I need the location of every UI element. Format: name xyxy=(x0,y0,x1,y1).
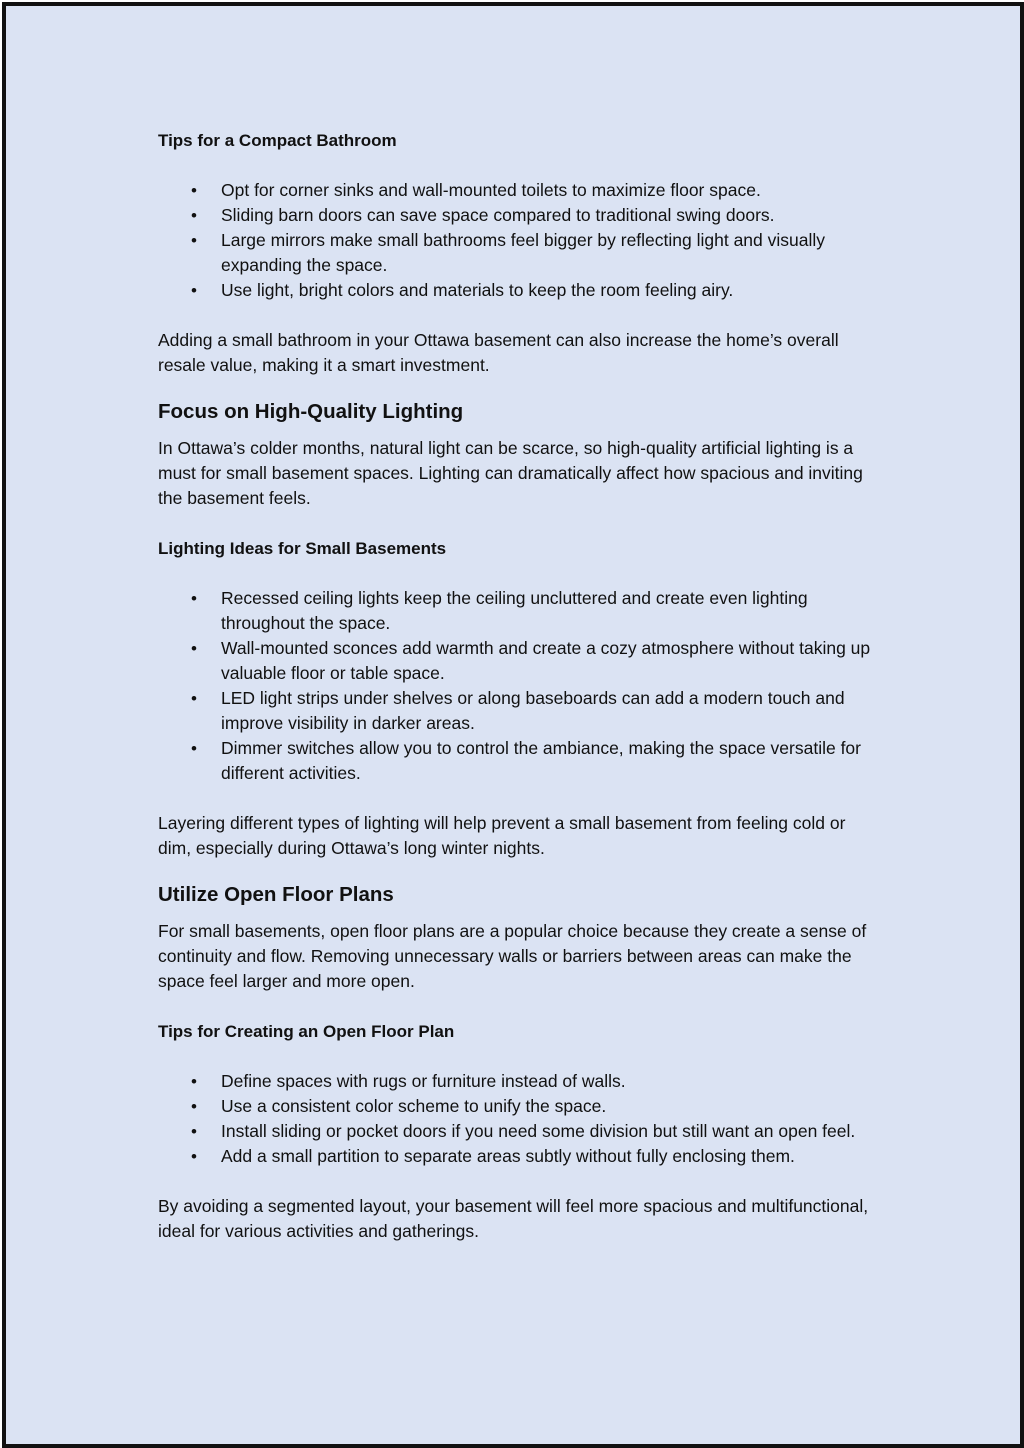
list-item: • Define spaces with rugs or furniture instead of walls. xyxy=(158,1069,883,1094)
bathroom-closing-paragraph: Adding a small bathroom in your Ottawa basement can also increase the home’s overall resale value, making it a smart investment. xyxy=(158,330,839,375)
lighting-section-heading: Focus on High-Quality Lighting xyxy=(158,400,464,423)
list-item: • Add a small partition to separate areas subtly without fully enclosing them. xyxy=(158,1144,883,1169)
list-item: • Use a consistent color scheme to unify the space. xyxy=(158,1094,883,1119)
list-item: • Use light, bright colors and materials to keep the room feeling airy. xyxy=(158,278,883,303)
list-item: • Recessed ceiling lights keep the ceiling uncluttered and create even lighting throughout the space. xyxy=(158,586,883,636)
list-item: • Install sliding or pocket doors if you need some division but still want an open feel. xyxy=(158,1119,883,1144)
list-item: • Sliding barn doors can save space compared to traditional swing doors. xyxy=(158,203,883,228)
lighting-ideas-list xyxy=(158,586,883,786)
bathroom-tips-heading: Tips for a Compact Bathroom xyxy=(158,131,397,150)
lighting-closing-paragraph: Layering different types of lighting will help prevent a small basement from feeling cold or dim, especially during Ottawa’s long winter nights. xyxy=(158,813,846,858)
list-item: • Wall-mounted sconces add warmth and create a cozy atmosphere without taking up valuable floor or table space. xyxy=(158,636,883,686)
lighting-intro-paragraph: In Ottawa’s colder months, natural light can be scarce, so high-quality artificial lighting is a must for small basement spaces. Lighting can dramatically affect how spacious and inviting the basement feels. xyxy=(158,438,863,508)
document-page xyxy=(2,2,1024,1448)
open-floor-tips-heading: Tips for Creating an Open Floor Plan xyxy=(158,1022,455,1041)
open-floor-section-heading: Utilize Open Floor Plans xyxy=(158,883,394,906)
open-floor-tips-list xyxy=(158,1069,883,1169)
list-item: • LED light strips under shelves or along baseboards can add a modern touch and improve visibility in darker areas. xyxy=(158,686,883,736)
document-content xyxy=(158,128,883,1244)
open-floor-closing-paragraph: By avoiding a segmented layout, your basement will feel more spacious and multifunctional, ideal for various activities and gatherings. xyxy=(158,1196,869,1241)
lighting-ideas-heading: Lighting Ideas for Small Basements xyxy=(158,539,447,558)
list-item: • Large mirrors make small bathrooms feel bigger by reflecting light and visually expanding the space. xyxy=(158,228,883,278)
bathroom-tips-list xyxy=(158,178,883,303)
list-item: • Opt for corner sinks and wall-mounted toilets to maximize floor space. xyxy=(158,178,883,203)
list-item: • Dimmer switches allow you to control the ambiance, making the space versatile for different activities. xyxy=(158,736,883,786)
open-floor-intro-paragraph: For small basements, open floor plans are a popular choice because they create a sense of continuity and flow. Removing unnecessary walls or barriers between areas can make the space feel larger and more open. xyxy=(158,921,867,991)
